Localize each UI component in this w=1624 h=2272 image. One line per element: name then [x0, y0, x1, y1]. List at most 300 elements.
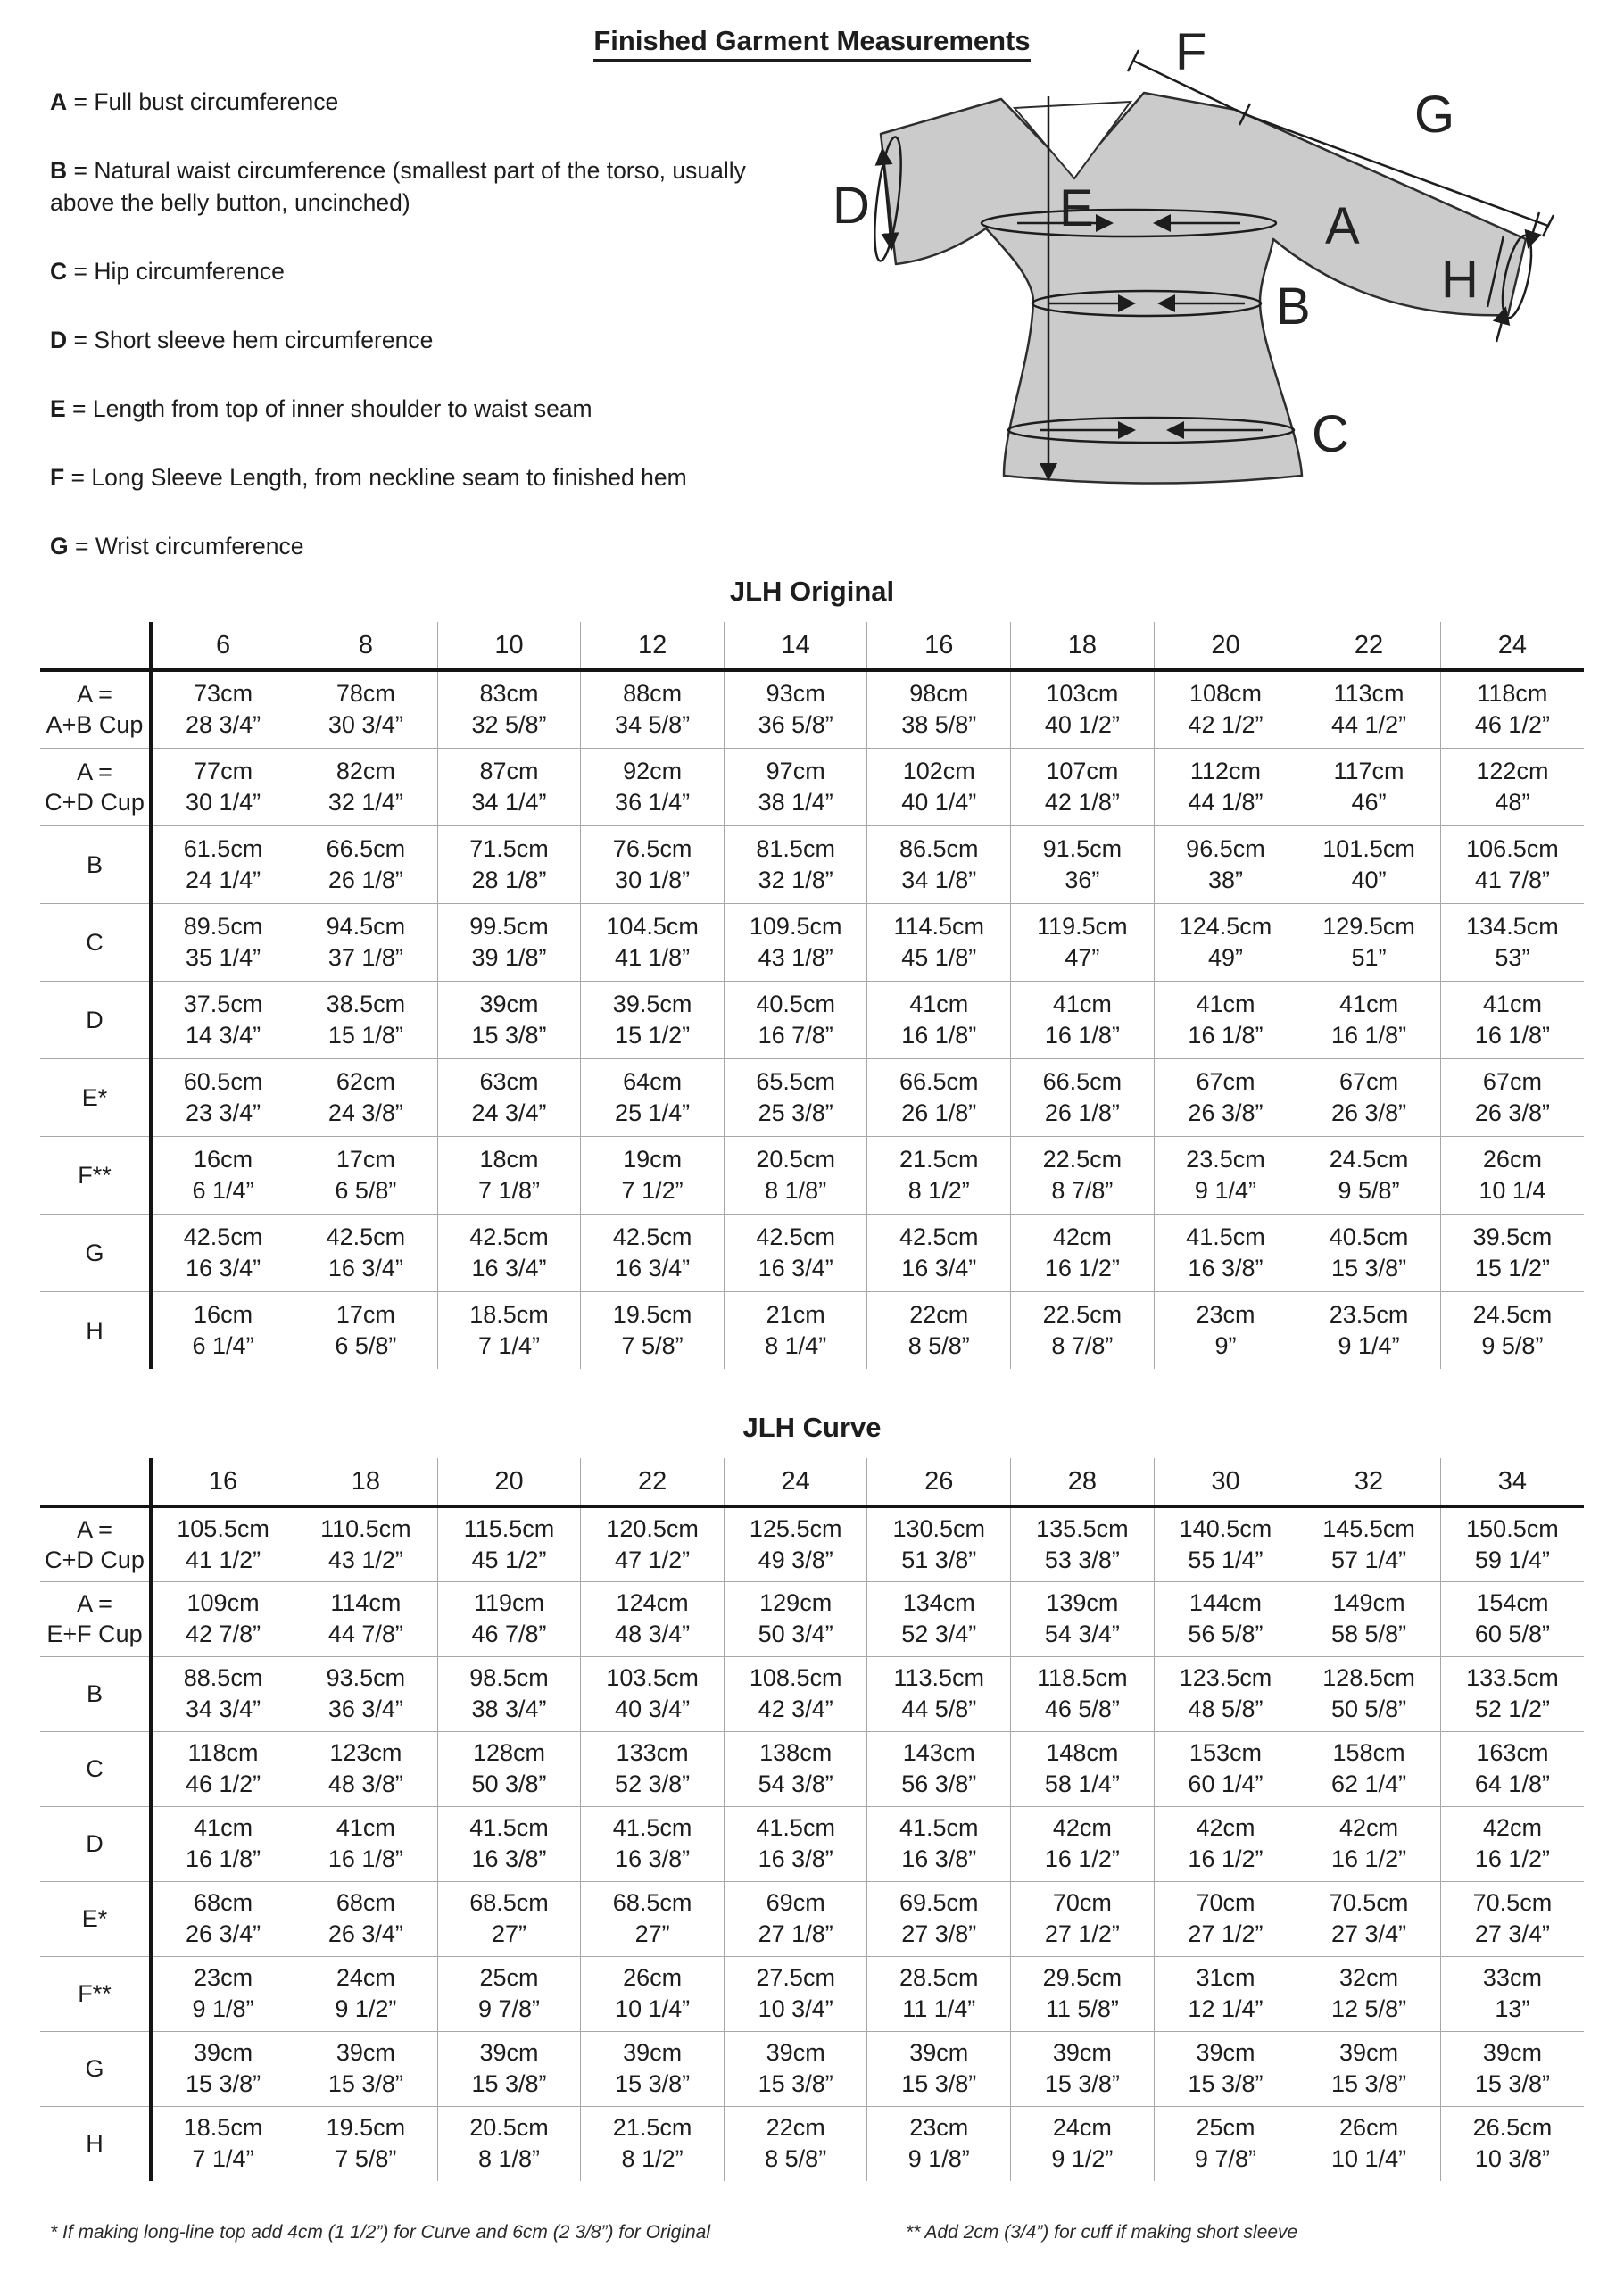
inch-value: 41 1/2”	[186, 1546, 261, 1573]
legend-letter: E	[50, 395, 66, 422]
legend-letter: F	[50, 464, 65, 491]
measurement-cell	[151, 2106, 294, 2181]
garment-diagram	[825, 25, 1611, 547]
table-row	[40, 748, 1584, 825]
legend-letter: G	[50, 533, 69, 560]
cm-value: 106.5cm	[1466, 834, 1559, 862]
inch-value: 15 3/8”	[1474, 2070, 1550, 2097]
cm-value: 69cm	[766, 1889, 825, 1916]
measurement-cell	[1297, 1214, 1441, 1291]
inch-value: 27 1/8”	[758, 1920, 833, 1947]
cm-value: 21.5cm	[612, 2114, 692, 2142]
size-header: 6	[151, 622, 294, 670]
legend-letter: A	[50, 88, 68, 115]
cm-value: 25cm	[479, 1964, 539, 1991]
cm-value: 41cm	[1482, 990, 1542, 1017]
inch-value: 38 5/8”	[901, 711, 977, 739]
row-header-line: G	[85, 1239, 104, 1266]
measurement-cell	[1154, 1656, 1297, 1731]
cm-value: 70.5cm	[1472, 1889, 1553, 1916]
row-header-line: A =	[77, 1590, 112, 1617]
inch-value: 37 1/8”	[327, 943, 403, 971]
table-corner	[40, 1458, 151, 1506]
cm-value: 66.5cm	[899, 1067, 979, 1095]
inch-value: 49 3/8”	[758, 1546, 833, 1573]
cm-value: 17cm	[336, 1300, 395, 1328]
cm-value: 115.5cm	[463, 1514, 555, 1542]
measurement-legend	[50, 86, 768, 599]
measurement-cell	[1440, 1806, 1584, 1881]
tick-g-end	[1543, 215, 1554, 236]
size-header: 16	[867, 622, 1011, 670]
measurement-cell	[1297, 2106, 1441, 2181]
measurement-cell	[1440, 1656, 1584, 1731]
cm-value: 69.5cm	[899, 1889, 979, 1916]
row-header	[40, 1956, 151, 2031]
measurement-cell	[867, 1956, 1011, 2031]
size-header: 20	[437, 1458, 581, 1506]
inch-value: 40 1/4”	[901, 788, 977, 816]
measurement-cell	[1440, 1291, 1584, 1369]
inch-value: 60 5/8”	[1474, 1621, 1550, 1647]
cm-value: 109.5cm	[749, 912, 842, 940]
cm-value: 23cm	[194, 1964, 253, 1991]
measurement-cell	[1154, 1058, 1297, 1136]
cm-value: 66.5cm	[326, 834, 406, 862]
measurement-cell	[294, 1731, 438, 1806]
measurement-cell	[1154, 670, 1297, 748]
cm-value: 88.5cm	[183, 1664, 263, 1691]
cm-value: 158cm	[1332, 1739, 1405, 1766]
row-header	[40, 1291, 151, 1369]
measurement-cell	[437, 2106, 581, 2181]
cm-value: 105.5cm	[177, 1514, 269, 1542]
cm-value: 64cm	[623, 1067, 683, 1095]
row-header	[40, 2031, 151, 2106]
cm-value: 23.5cm	[1329, 1300, 1409, 1328]
measurement-cell	[1154, 2031, 1297, 2106]
measurement-cell	[1154, 2106, 1297, 2181]
measurement-cell	[294, 825, 438, 903]
inch-value: 47”	[1065, 943, 1100, 971]
inch-value: 42 1/2”	[1188, 711, 1264, 739]
inch-value: 42 3/4”	[758, 1696, 833, 1722]
measurement-cell	[1011, 825, 1155, 903]
cm-value: 86.5cm	[899, 834, 979, 862]
cm-value: 153cm	[1189, 1739, 1262, 1766]
cm-value: 42cm	[1339, 1814, 1399, 1841]
table-row	[40, 1881, 1584, 1956]
inch-value: 40”	[1351, 866, 1387, 893]
cm-value: 101.5cm	[1322, 834, 1415, 862]
measurement-cell	[151, 1806, 294, 1881]
cm-value: 94.5cm	[326, 912, 406, 940]
cm-value: 129.5cm	[1322, 912, 1415, 940]
row-header	[40, 1806, 151, 1881]
inch-value: 26 3/8”	[1331, 1099, 1407, 1126]
inch-value: 46 1/2”	[186, 1770, 261, 1797]
row-header-line: B	[86, 850, 103, 878]
measurement-cell	[581, 1581, 725, 1656]
row-header	[40, 1214, 151, 1291]
measurement-cell	[724, 1506, 867, 1581]
cm-value: 27.5cm	[756, 1964, 835, 1991]
measurement-cell	[867, 1581, 1011, 1656]
measurement-cell	[1297, 1731, 1441, 1806]
size-header: 18	[294, 1458, 438, 1506]
cm-value: 39cm	[623, 2039, 683, 2066]
cm-value: 129cm	[759, 1589, 833, 1616]
cm-value: 26cm	[1339, 2114, 1399, 2142]
label-C: C	[1312, 405, 1349, 463]
cm-value: 81.5cm	[756, 834, 835, 862]
cm-value: 39cm	[1196, 2039, 1255, 2066]
inch-value: 53 3/8”	[1044, 1546, 1120, 1573]
measurement-cell	[724, 903, 867, 981]
size-header: 24	[724, 1458, 867, 1506]
row-header	[40, 1581, 151, 1656]
inch-value: 40 1/2”	[1044, 711, 1120, 739]
inch-value: 55 1/4”	[1188, 1546, 1264, 1573]
measurement-cell	[867, 1806, 1011, 1881]
measurement-cell	[581, 1136, 725, 1214]
measurement-cell	[1440, 1058, 1584, 1136]
inch-value: 28 1/8”	[471, 866, 547, 893]
cm-value: 22cm	[909, 1300, 969, 1328]
measurement-cell	[294, 1291, 438, 1369]
cm-value: 26cm	[623, 1964, 683, 1991]
cm-value: 32cm	[1339, 1964, 1399, 1991]
cm-value: 41cm	[336, 1814, 395, 1841]
measurement-cell	[581, 1881, 725, 1956]
inch-value: 49”	[1207, 943, 1243, 971]
cm-value: 144cm	[1189, 1589, 1262, 1616]
measurement-cell	[1154, 748, 1297, 825]
cm-value: 42cm	[1482, 1814, 1542, 1841]
inch-value: 27 3/4”	[1331, 1920, 1407, 1947]
measurement-cell	[294, 1956, 438, 2031]
measurement-cell	[867, 825, 1011, 903]
row-header	[40, 1656, 151, 1731]
cm-value: 20.5cm	[756, 1145, 835, 1173]
inch-value: 60 1/4”	[1188, 1770, 1264, 1797]
measurement-cell	[1440, 1881, 1584, 1956]
measurement-cell	[1297, 825, 1441, 903]
inch-value: 15 1/8”	[327, 1021, 403, 1049]
measurement-cell	[581, 2106, 725, 2181]
measurement-cell	[1297, 903, 1441, 981]
measurement-cell	[581, 1506, 725, 1581]
size-header: 34	[1440, 1458, 1584, 1506]
cm-value: 118cm	[187, 1739, 259, 1766]
cm-value: 19.5cm	[612, 1300, 692, 1328]
measurement-cell	[294, 670, 438, 748]
measurement-cell	[1154, 825, 1297, 903]
size-header: 24	[1440, 622, 1584, 670]
measurement-cell	[1154, 1731, 1297, 1806]
measurement-cell	[1440, 1136, 1584, 1214]
inch-value: 16 3/8”	[471, 1845, 547, 1872]
measurement-cell	[867, 903, 1011, 981]
inch-value: 40 3/4”	[615, 1696, 691, 1722]
inch-value: 16 1/8”	[1331, 1021, 1407, 1049]
cm-value: 39cm	[479, 2039, 539, 2066]
cm-value: 108.5cm	[749, 1664, 842, 1691]
inch-value: 16 3/4”	[901, 1254, 977, 1281]
cm-value: 139cm	[1046, 1589, 1119, 1616]
inch-value: 54 3/4”	[1044, 1621, 1120, 1647]
inch-value: 9 5/8”	[1481, 1331, 1544, 1359]
measurement-cell	[1440, 1956, 1584, 2031]
label-E: E	[1059, 179, 1094, 237]
measurement-cell	[867, 1731, 1011, 1806]
table-row	[40, 1214, 1584, 1291]
cm-value: 114cm	[330, 1589, 402, 1616]
inch-value: 26 1/8”	[1044, 1099, 1120, 1126]
inch-value: 15 1/2”	[1474, 1254, 1550, 1281]
cm-value: 42.5cm	[326, 1223, 406, 1250]
inch-value: 9 1/2”	[1051, 2145, 1114, 2173]
measurement-cell	[151, 981, 294, 1058]
measurement-cell	[1011, 981, 1155, 1058]
row-header-line: D	[86, 1830, 104, 1857]
measurement-cell	[437, 1506, 581, 1581]
inch-value: 11 1/4”	[902, 1995, 976, 2022]
measurement-cell	[1297, 670, 1441, 748]
measurement-cell	[437, 1136, 581, 1214]
measurement-cell	[151, 1956, 294, 2031]
inch-value: 6 5/8”	[335, 1176, 397, 1204]
cm-value: 39.5cm	[1472, 1223, 1553, 1250]
inch-value: 48 3/8”	[327, 1770, 403, 1797]
cm-value: 22.5cm	[1042, 1145, 1123, 1173]
measurement-cell	[581, 1214, 725, 1291]
measurement-cell	[437, 1806, 581, 1881]
measurement-cell	[581, 825, 725, 903]
measurement-cell	[294, 1881, 438, 1956]
cm-value: 42.5cm	[756, 1223, 835, 1250]
measurement-cell	[581, 1956, 725, 2031]
inch-value: 9 7/8”	[477, 1995, 540, 2022]
footnote-long-line: * If making long-line top add 4cm (1 1/2”) for Curve and 6cm (2 3/8”) for Original	[50, 2222, 710, 2243]
cm-value: 113cm	[1333, 680, 1404, 708]
cm-value: 39cm	[336, 2039, 395, 2066]
inch-value: 16 3/8”	[615, 1845, 691, 1872]
cm-value: 125.5cm	[749, 1514, 842, 1542]
size-header: 14	[724, 622, 867, 670]
table-row	[40, 1731, 1584, 1806]
inch-value: 7 5/8”	[621, 1331, 684, 1359]
cm-value: 38.5cm	[326, 990, 406, 1017]
legend-item	[50, 324, 768, 356]
inch-value: 58 5/8”	[1331, 1621, 1407, 1647]
measurement-cell	[1297, 1581, 1441, 1656]
measurement-cell	[437, 981, 581, 1058]
cm-value: 76.5cm	[612, 834, 692, 862]
legend-desc: = Natural waist circumference (smallest part of the torso, usually above the belly button, uncinched)	[50, 157, 746, 216]
measurement-cell	[581, 748, 725, 825]
cm-value: 128cm	[472, 1739, 545, 1766]
row-header-line: C+D Cup	[45, 788, 145, 816]
inch-value: 12 1/4”	[1188, 1995, 1264, 2022]
row-header-line: E+F Cup	[46, 1621, 143, 1647]
measurement-cell	[867, 1656, 1011, 1731]
garment-outline	[881, 93, 1526, 484]
cm-value: 24cm	[336, 1964, 395, 1991]
measurement-cell	[581, 1731, 725, 1806]
measurement-cell	[867, 748, 1011, 825]
table-row	[40, 670, 1584, 748]
cm-value: 77cm	[194, 757, 253, 784]
cm-value: 21cm	[766, 1300, 825, 1328]
table-row	[40, 1506, 1584, 1581]
legend-item	[50, 461, 768, 493]
measurement-cell	[867, 1291, 1011, 1369]
measurement-cell	[724, 825, 867, 903]
cm-value: 18cm	[479, 1145, 539, 1173]
inch-value: 41 1/8”	[615, 943, 691, 971]
inch-value: 27 1/2”	[1044, 1920, 1120, 1947]
measurement-cell	[724, 1731, 867, 1806]
inch-value: 26 1/8”	[327, 866, 403, 893]
measurement-cell	[437, 1956, 581, 2031]
cm-value: 130.5cm	[892, 1514, 986, 1542]
cm-value: 16cm	[194, 1300, 253, 1328]
inch-value: 30 3/4”	[327, 711, 403, 739]
inch-value: 34 1/4”	[471, 788, 547, 816]
measurement-cell	[437, 1058, 581, 1136]
cm-value: 112cm	[1189, 757, 1261, 784]
measurement-cell	[581, 2031, 725, 2106]
inch-value: 9 1/8”	[192, 1995, 254, 2022]
measurement-cell	[724, 1806, 867, 1881]
cm-value: 19cm	[623, 1145, 683, 1173]
inch-value: 7 1/8”	[477, 1176, 540, 1204]
row-header-line: E*	[81, 1083, 108, 1111]
row-header-line: H	[86, 2130, 104, 2158]
measurement-cell	[1297, 2031, 1441, 2106]
measurement-cell	[1440, 2031, 1584, 2106]
cm-value: 22cm	[766, 2114, 825, 2142]
row-header	[40, 1136, 151, 1214]
table-row	[40, 903, 1584, 981]
measurement-cell	[1011, 2031, 1155, 2106]
inch-value: 48 3/4”	[615, 1621, 691, 1647]
measurement-cell	[724, 2106, 867, 2181]
row-header-line: E*	[81, 1905, 108, 1932]
table-title-curve: JLH Curve	[742, 1412, 882, 1443]
inch-value: 16 1/8”	[1474, 1021, 1550, 1049]
cm-value: 66.5cm	[1042, 1067, 1123, 1095]
measurement-cell	[294, 1506, 438, 1581]
inch-value: 43 1/2”	[327, 1546, 403, 1573]
cm-value: 102cm	[902, 757, 975, 784]
inch-value: 62 1/4”	[1331, 1770, 1407, 1797]
measurement-cell	[867, 1058, 1011, 1136]
inch-value: 16 1/2”	[1331, 1845, 1407, 1872]
inch-value: 6 5/8”	[335, 1331, 397, 1359]
size-header: 20	[1154, 622, 1297, 670]
inch-value: 27 3/4”	[1474, 1920, 1550, 1947]
measurement-cell	[294, 2031, 438, 2106]
measurement-cell	[1011, 1581, 1155, 1656]
legend-desc: = Long Sleeve Length, from neckline seam to finished hem	[64, 464, 687, 491]
inch-value: 16 3/8”	[1188, 1254, 1264, 1281]
inch-value: 15 1/2”	[615, 1021, 691, 1049]
cm-value: 97cm	[766, 757, 825, 784]
measurement-cell	[581, 1058, 725, 1136]
measurement-cell	[294, 1656, 438, 1731]
measurement-cell	[581, 1656, 725, 1731]
row-header-line: D	[86, 1006, 104, 1033]
inch-value: 16 1/2”	[1044, 1845, 1120, 1872]
inch-value: 64 1/8”	[1474, 1770, 1550, 1797]
measurement-cell	[151, 1506, 294, 1581]
inch-value: 15 3/8”	[1044, 2070, 1120, 2097]
inch-value: 9 1/8”	[907, 2145, 970, 2173]
measurement-cell	[1440, 903, 1584, 981]
cm-value: 93.5cm	[326, 1664, 406, 1691]
measurement-cell	[1440, 1214, 1584, 1291]
measurement-cell	[1297, 1058, 1441, 1136]
inch-value: 13”	[1495, 1995, 1530, 2022]
inch-value: 15 3/8”	[471, 1021, 547, 1049]
measurement-cell	[1154, 903, 1297, 981]
size-header: 18	[1011, 622, 1155, 670]
inch-value: 44 1/8”	[1188, 788, 1264, 816]
footnote-cuff: ** Add 2cm (3/4”) for cuff if making short sleeve	[906, 2222, 1298, 2243]
cm-value: 26.5cm	[1472, 2114, 1553, 2142]
row-header-line: G	[85, 2055, 104, 2082]
measurement-cell	[724, 1214, 867, 1291]
row-header	[40, 2106, 151, 2181]
row-header	[40, 1881, 151, 1956]
measurement-cell	[1297, 1291, 1441, 1369]
cm-value: 62cm	[336, 1067, 395, 1095]
measurement-cell	[724, 748, 867, 825]
measurement-cell	[1011, 1506, 1155, 1581]
inch-value: 16 1/2”	[1044, 1254, 1120, 1281]
row-header-line: A =	[77, 681, 112, 709]
cm-value: 145.5cm	[1322, 1514, 1415, 1542]
measurement-cell	[437, 748, 581, 825]
inch-value: 14 3/4”	[186, 1021, 261, 1049]
inch-value: 10 1/4	[1479, 1176, 1546, 1204]
row-header-line: C	[86, 928, 104, 956]
cm-value: 150.5cm	[1466, 1514, 1559, 1542]
inch-value: 52 1/2”	[1474, 1696, 1550, 1722]
table-row	[40, 2106, 1584, 2181]
cm-value: 42cm	[1052, 1223, 1112, 1250]
cm-value: 18.5cm	[469, 1300, 549, 1328]
cm-value: 21.5cm	[899, 1145, 979, 1173]
inch-value: 42 1/8”	[1044, 788, 1120, 816]
size-header: 26	[867, 1458, 1011, 1506]
measurement-cell	[1440, 1506, 1584, 1581]
inch-value: 44 7/8”	[327, 1621, 403, 1647]
measurement-cell	[1297, 748, 1441, 825]
measurement-cell	[294, 981, 438, 1058]
inch-value: 54 3/8”	[758, 1770, 833, 1797]
inch-value: 16 1/2”	[1188, 1845, 1264, 1872]
inch-value: 9 1/4”	[1338, 1331, 1400, 1359]
cm-value: 88cm	[623, 680, 683, 708]
cm-value: 40.5cm	[756, 990, 835, 1017]
cm-value: 122cm	[1476, 757, 1549, 784]
inch-value: 8 1/8”	[477, 2145, 540, 2173]
inch-value: 36 5/8”	[758, 711, 833, 739]
inch-value: 15 3/8”	[471, 2070, 547, 2097]
